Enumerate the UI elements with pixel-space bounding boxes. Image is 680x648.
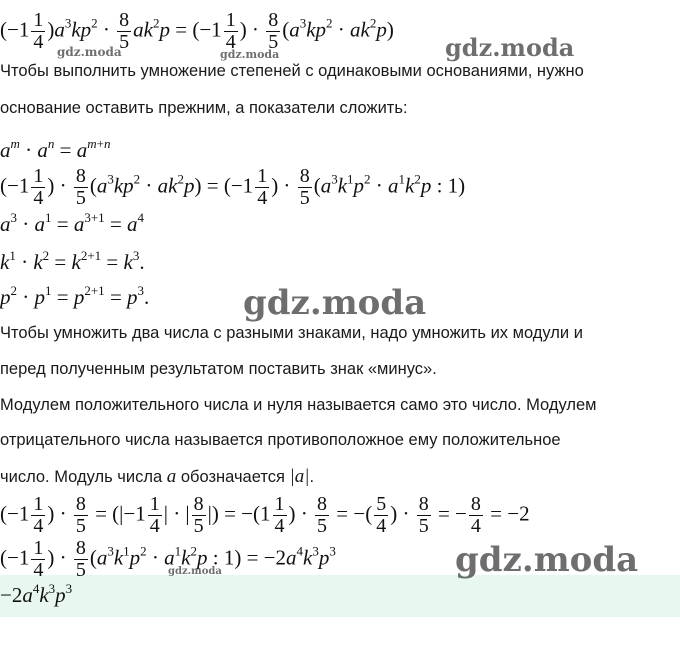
paragraph-2-line-1: Чтобы умножить два числа с разными знаками, надо умножить их модули и [0,324,583,342]
paragraph-3-line-2: отрицательного числа называется противоположное ему положительное [0,431,561,449]
watermark-small-3: gdz.moda [168,566,222,577]
formula-3: (−1 $\frac{1}{4}$ ) · $\frac{8}{5}$ $(a^3kp^2 \cdot ak^2p) = (-1$ $\frac{1}{4}$ ) · $\frac{8}{5}$ ($a^3k^1p^2 \cdot a^1k^2p$ : 1) [0,165,466,209]
watermark-small-1: gdz.moda [57,45,122,59]
paragraph-2-line-2: перед полученным результатом поставить знак «минус». [0,360,437,378]
formula-4: $a^3 \cdot a^1 = a^{3+1} = a^4$ [0,210,145,236]
paragraph-3-text-a: число. Модуль числа [0,468,167,486]
formula-8: (−1 $\frac{1}{4}$ ) · $\frac{8}{5}$ ($a^3k^1p^2 \cdot a^1k^2p$ : $1) = -2a^4k^3p^3$ [0,537,336,581]
answer-highlight [0,575,680,617]
formula-2: $a^m \cdot a^n = a^{m+n}$ [0,136,111,162]
paragraph-1-line-2: основание оставить прежним, а показатели сложить: [0,99,408,117]
variable-a: a [166,466,177,487]
paragraph-3-line-3 [0,466,314,488]
watermark-large-1: gdz.moda [445,33,575,62]
watermark-large-2: gdz.moda [243,283,427,323]
abs-a: |a| [289,466,310,487]
paragraph-3-text-c: . [309,468,315,486]
formula-6: $p^2 \cdot p^1 = p^{2+1} = p^3$. [0,283,150,309]
paragraph-3-line-1: Модулем положительного числа и нуля называется само это число. Модулем [0,396,597,414]
formula-1: (−1 $\frac{1}{4}$ )$a^3kp^2$ · $\frac{8}{5}$ $ak^2p = (-1$ $\frac{1}{4}$ ) · $\frac{8}{5}$ $(a^3kp^2 \cdot ak^2p)$ [0,9,394,53]
formula-7: (−1 $\frac{1}{4}$ ) · $\frac{8}{5}$ = (|−1 $\frac{1}{4}$ | · | $\frac{8}{5}$ |) = −(1 $\frac{1}{4}$ ) · $\frac{8}{5}$ = −( $\frac{5}{4}$ ) · $\frac{8}{5}$ = − $\frac{8}{4}$ = −2 [0,493,530,537]
watermark-small-2: gdz.moda [220,48,280,61]
answer-formula: $-2a^4k^3p^3$ [0,581,73,607]
formula-5: $k^1 \cdot k^2 = k^{2+1} = k^3$. [0,248,145,274]
paragraph-1-line-1: Чтобы выполнить умножение степеней с одинаковыми основаниями, нужно [0,62,584,80]
watermark-large-3: gdz.moda [455,540,639,580]
paragraph-3-text-b: обозначается [176,468,290,486]
